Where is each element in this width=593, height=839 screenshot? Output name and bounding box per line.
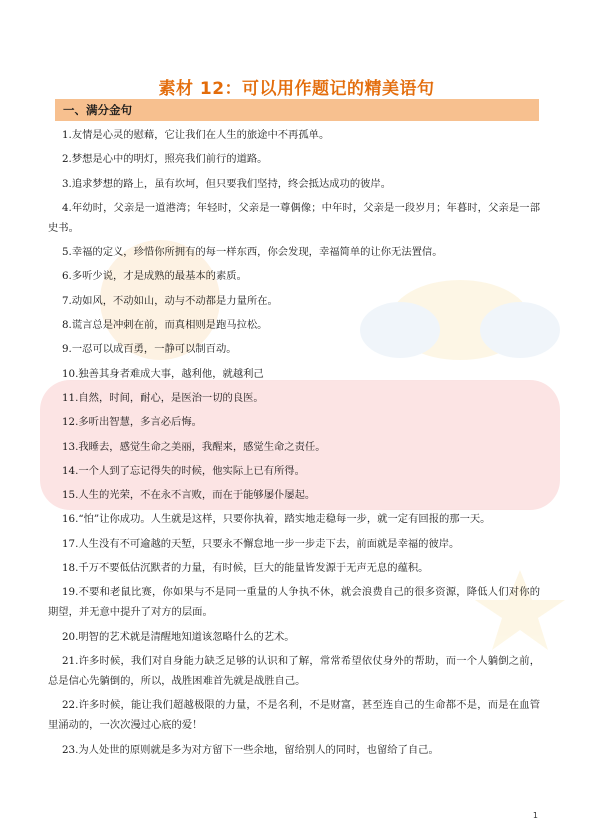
list-item: 7.动如风，不动如山，动与不动都是力量所在。: [62, 294, 278, 307]
section-title: 一、满分金句: [63, 103, 132, 117]
list-item: 6.多听少说，才是成熟的最基本的素质。: [62, 270, 247, 283]
list-item: 8.谎言总是冲刺在前，而真相则是跑马拉松。: [62, 319, 268, 332]
list-item: 4.年幼时，父亲是一道港湾；年轻时，父亲是一尊偶像；中年时，父亲是一段岁月；年暮时，父亲是一部史书。: [48, 201, 540, 234]
list-item: 21.许多时候，我们对自身能力缺乏足够的认识和了解，常常希望依仗身外的帮助，而一个人躺倒之前，总是信心先躺倒的，所以，战胜困难首先就是战胜自己。: [48, 654, 540, 687]
list-item: 9.一忍可以成百勇，一静可以制百动。: [62, 343, 237, 356]
section-header-bar: [55, 99, 539, 121]
list-item: 23.为人处世的原则就是多为对方留下一些余地，留给别人的同时，也留给了自己。: [62, 743, 439, 756]
list-item: 19.不要和老鼠比赛，你如果与不是同一重量的人争执不休，就会浪费自己的很多资源，降低人们对你的期望，并无意中提升了对方的层面。: [48, 586, 540, 619]
list-item: 10.独善其身者难成大事，越利他，就越利己: [62, 367, 264, 380]
list-item: 20.明智的艺术就是清醒地知道该忽略什么的艺术。: [62, 630, 295, 643]
page-number: 1: [532, 811, 538, 820]
list-item: 16.“怕”让你成功。人生就是这样，只要你执着，踏实地走稳每一步，就一定有回报的那一天。: [62, 513, 491, 526]
list-item: 3.追求梦想的路上，虽有坎坷，但只要我们坚持，终会抵达成功的彼岸。: [62, 177, 392, 190]
list-item: 22.许多时候，能让我们超越极限的力量，不是名利，不是财富，甚至连自己的生命都不是，而是在血管里涌动的，一次次漫过心底的爱！: [48, 699, 540, 732]
quote-list: [48, 125, 540, 764]
list-item: 17.人生没有不可逾越的天堑，只要永不懈怠地一步一步走下去，前面就是幸福的彼岸。: [62, 537, 460, 550]
list-item: 2.梦想是心中的明灯，照亮我们前行的道路。: [62, 153, 268, 166]
list-item: 15.人生的光荣，不在永不言败，而在于能够屡仆屡起。: [62, 489, 316, 502]
list-item: 18.千万不要低估沉默者的力量，有时候，巨大的能量皆发源于无声无息的蕴积。: [62, 562, 429, 575]
page-title: 素材 12：可以用作题记的精美语句: [158, 79, 435, 99]
list-item: 11.自然，时间，耐心，是医治一切的良医。: [62, 391, 264, 404]
list-item: 12.多听出智慧，多言必后悔。: [62, 416, 202, 429]
list-item: 14.一个人到了忘记得失的时候，他实际上已有所得。: [62, 464, 305, 477]
list-item: 13.我睡去，感觉生命之美丽，我醒来，感觉生命之责任。: [62, 440, 326, 453]
list-item: 1.友情是心灵的慰藉，它让我们在人生的旅途中不再孤单。: [62, 129, 330, 141]
list-item: 5.幸福的定义，珍惜你所拥有的每一样东西，你会发现，幸福简单的让你无法置信。: [62, 246, 443, 259]
